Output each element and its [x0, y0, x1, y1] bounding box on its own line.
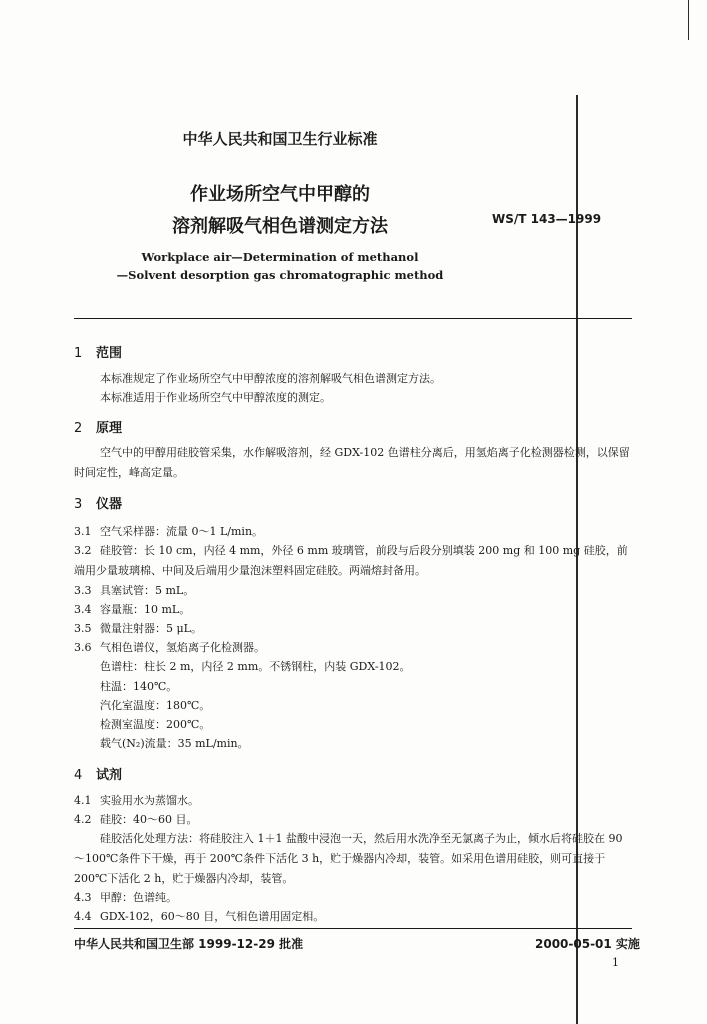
- item-number: 4.1: [74, 794, 92, 807]
- list-item: [74, 582, 194, 598]
- paragraph: 本标准适用于作业场所空气中甲醇浓度的测定。: [100, 391, 331, 404]
- list-item: [74, 811, 198, 827]
- section-title: 仪器: [96, 497, 123, 512]
- section-number: 2: [74, 421, 83, 436]
- paragraph: 硅胶活化处理方法：将硅胶注入 1＋1 盐酸中浸泡一天，然后用水洗净至无氯离子为止，倾水后将硅胶在 90～100℃条件下干燥，再于 200℃条件下活化 3 h，贮于燥器内冷却，装管。如采用色谱用硅胶，则可直接于 200℃下活化 2 h，贮于燥器内冷却，装管。: [74, 832, 623, 885]
- footer-divider: [74, 928, 632, 929]
- section-title: 原理: [96, 421, 123, 436]
- list-item: [74, 639, 265, 655]
- implementation-date: 2000-05-01 实施: [535, 937, 640, 951]
- item-number: 3.5: [74, 622, 92, 635]
- section-heading: [74, 342, 122, 361]
- item-text: GDX-102，60～80 目，气相色谱用固定相。: [100, 910, 325, 923]
- list-item: [74, 523, 263, 539]
- item-number: 4.3: [74, 891, 92, 904]
- item-text: 硅胶管：长 10 cm，内径 4 mm，外径 6 mm 玻璃管，前段与后段分别填装 200 mg 和 100 mg 硅胶，前端用少量玻璃棉、中间及后端用少量泡沫塑料固定硅胶。两端熔封备用。: [74, 544, 628, 577]
- item-number: 4.2: [74, 813, 92, 826]
- title-line-2: 溶剂解吸气相色谱测定方法: [172, 216, 388, 237]
- list-item: [74, 792, 199, 808]
- item-text: 气相色谱仪，氢焰离子化检测器。: [100, 641, 265, 654]
- page-number: 1: [612, 956, 619, 969]
- list-item: [74, 620, 202, 636]
- condition-line: 载气(N₂)流量：35 mL/min。: [100, 737, 249, 750]
- approval-line: 中华人民共和国卫生部 1999-12-29 批准: [74, 937, 304, 951]
- english-title-line-1: Workplace air—Determination of methanol: [141, 250, 419, 264]
- list-item: [74, 601, 190, 617]
- section-number: 4: [74, 768, 83, 783]
- condition-line: 色谱柱：柱长 2 m，内径 2 mm。不锈钢柱，内装 GDX-102。: [100, 660, 411, 673]
- section-heading: [74, 417, 122, 436]
- agency-heading: 中华人民共和国卫生行业标准: [182, 130, 378, 148]
- list-item: [74, 908, 324, 924]
- item-text: 硅胶：40～60 目。: [100, 813, 198, 826]
- section-title: 试剂: [96, 768, 123, 783]
- item-number: 3.1: [74, 525, 92, 538]
- paragraph: 空气中的甲醇用硅胶管采集，水作解吸溶剂，经 GDX-102 色谱柱分离后，用氢焰离子化检测器检测，以保留时间定性，峰高定量。: [74, 446, 630, 479]
- condition-line: 检测室温度：200℃。: [100, 718, 211, 731]
- item-number: 3.2: [74, 544, 92, 557]
- item-number: 4.4: [74, 910, 92, 923]
- item-text: 具塞试管：5 mL。: [100, 584, 195, 597]
- condition-line: 柱温：140℃。: [100, 680, 178, 693]
- list-item: [74, 889, 177, 905]
- standard-code: WS/T 143—1999: [492, 212, 602, 226]
- title-line-1: 作业场所空气中甲醇的: [190, 184, 370, 205]
- section-heading: [74, 764, 122, 783]
- item-number: 3.3: [74, 584, 92, 597]
- item-text: 容量瓶：10 mL。: [100, 603, 191, 616]
- item-text: 甲醇：色谱纯。: [100, 891, 177, 904]
- list-item: [74, 541, 630, 581]
- item-number: 3.4: [74, 603, 92, 616]
- section-number: 3: [74, 497, 83, 512]
- scan-artifact-line: [688, 0, 689, 40]
- section-number: 1: [74, 346, 83, 361]
- section-heading: [74, 493, 122, 512]
- item-number: 3.6: [74, 641, 92, 654]
- section-title: 范围: [96, 346, 123, 361]
- item-text: 空气采样器：流量 0～1 L/min。: [100, 525, 264, 538]
- english-title-line-2: —Solvent desorption gas chromatographic method: [116, 268, 444, 282]
- item-text: 实验用水为蒸馏水。: [100, 794, 199, 807]
- paragraph: 本标准规定了作业场所空气中甲醇浓度的溶剂解吸气相色谱测定方法。: [100, 372, 441, 385]
- item-text: 微量注射器：5 μL。: [100, 622, 202, 635]
- header-divider: [74, 318, 632, 319]
- condition-line: 汽化室温度：180℃。: [100, 699, 211, 712]
